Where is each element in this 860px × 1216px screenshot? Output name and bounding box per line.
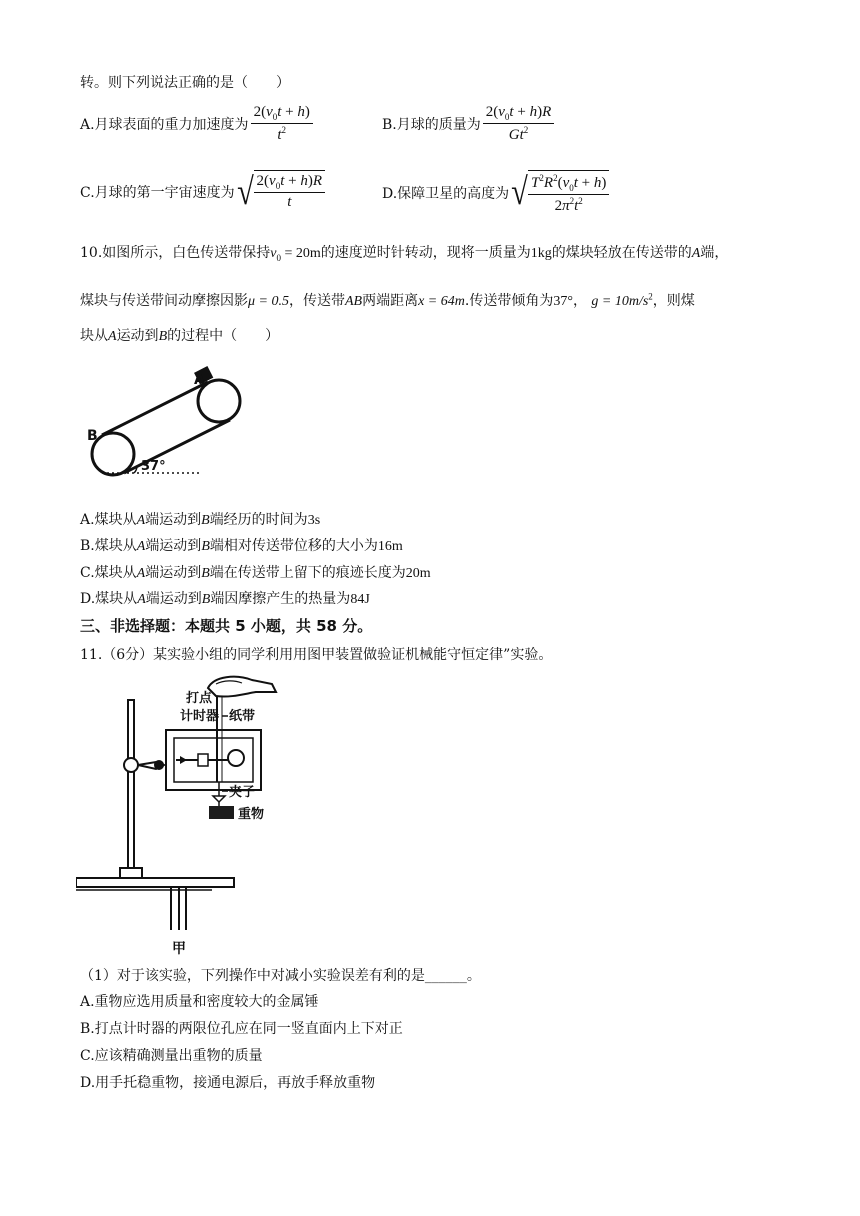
- q10-text: 10.如图所示，白色传送带保持: [80, 245, 271, 261]
- label-timer-line2: 计时器: [180, 709, 220, 724]
- q10-mu-value: μ = 0.5: [248, 294, 289, 309]
- q11-sub-question-1: （1）对于该实验，下列操作中对减小实验误差有利的是______。: [80, 968, 481, 984]
- q10-option-c: [80, 562, 431, 582]
- point-b: B: [201, 566, 210, 581]
- figure-caption: 甲: [172, 941, 186, 957]
- q10-v-subscript: 0: [276, 252, 281, 263]
- q10-distance-value: x = 64m: [418, 294, 465, 309]
- q10-conveyor-figure: [82, 360, 252, 485]
- q10-line-1: [80, 242, 728, 263]
- stand-base: [120, 868, 142, 878]
- q10-fig-label-b: B: [87, 428, 98, 444]
- clip: [213, 796, 225, 802]
- q10-fig-label-a: A: [194, 372, 205, 388]
- table-top: [76, 878, 234, 887]
- q11-option-c: C.应该精确测量出重物的质量: [80, 1048, 263, 1064]
- stand-pole: [128, 700, 134, 870]
- label-weight: 重物: [238, 807, 265, 822]
- q10-speed-value: = 20m: [280, 246, 321, 261]
- q9-option-d: [382, 170, 609, 215]
- q10-point-b: B: [158, 329, 168, 344]
- q9-stem-tail: 转。则下列说法正确的是（ ）: [80, 75, 290, 91]
- option-text: 端因摩擦产生的热量为: [210, 591, 351, 607]
- weight-block: [209, 806, 234, 819]
- q11-apparatus-figure: [76, 670, 306, 960]
- label-clip: 夹子: [229, 785, 256, 800]
- q10-text: 块从: [80, 328, 108, 344]
- q10-text: 的过程中（ ）: [167, 328, 280, 344]
- q10-option-a: [80, 509, 320, 529]
- q9-option-a-label: A.月球表面的重力加速度为: [80, 117, 249, 133]
- q11-option-d: D.用手托稳重物，接通电源后，再放手释放重物: [80, 1075, 376, 1091]
- option-text: D.煤块从: [80, 591, 138, 607]
- q10-belt-ab: AB: [344, 294, 363, 309]
- q11-option-a: A.重物应选用质量和密度较大的金属锤: [80, 994, 319, 1010]
- q10-text: 煤块与传送带间动摩擦因影: [80, 293, 248, 309]
- option-text: B.煤块从: [80, 538, 137, 554]
- point-a: A: [136, 513, 146, 528]
- q9-option-a-formula: $\frac{2(v_0t + h)}{t^2}$: [251, 104, 313, 144]
- point-b: B: [201, 592, 211, 607]
- option-text: 端运动到: [145, 565, 202, 581]
- option-text: 端在传送带上留下的痕迹长度为: [209, 565, 406, 581]
- q10-option-b: [80, 535, 403, 555]
- point-a: A: [137, 592, 146, 607]
- q10-g-value: g = 10m/s: [591, 294, 649, 309]
- q9-option-b-label: B.月球的质量为: [382, 117, 481, 133]
- q9-option-c-formula: √ $\frac{2(v_0t + h)R}{t}$: [235, 170, 325, 214]
- option-text: A.煤块从: [80, 512, 137, 528]
- q10-line-2: 煤块与传送带间动摩擦因影μ = 0.5，传送带AB两端距离x = 64m.传送带倾角为37°， $g = 10m/s^2$，则煤: [80, 291, 695, 309]
- q10-text: ，传送带: [288, 293, 345, 309]
- q11-stem: 11.（6分）某实验小组的同学利用用图甲装置做验证机械能守恒定律”实验。: [80, 647, 553, 663]
- q9-option-b: [382, 104, 556, 144]
- section-heading: 三、非选择题：本题共 5 小题，共 58 分。: [80, 617, 373, 635]
- option-text: 端运动到: [145, 512, 202, 528]
- option-value: 84J: [350, 592, 370, 607]
- q10-text: 端，: [700, 245, 729, 261]
- q9-option-d-formula: √ $\frac{T^2R^2(v_0t + h)}{2\pi^2t^2}$: [509, 170, 609, 215]
- option-text: 端经历的时间为: [209, 512, 308, 528]
- q9-option-d-label: D.保障卫星的高度为: [382, 185, 510, 202]
- q10-mass-value: 1kg: [530, 246, 552, 261]
- q10-text: 运动到: [116, 328, 159, 344]
- q10-point-a: A: [108, 329, 117, 344]
- q10-belt-bottom: [124, 420, 230, 473]
- q11-option-b: B.打点计时器的两限位孔应在同一竖直面内上下对正: [80, 1021, 403, 1037]
- q9-option-c-label: C.月球的第一宇宙速度为: [80, 185, 235, 201]
- q10-angle-value: 37°: [553, 294, 573, 309]
- q10-fig-angle: 37°: [141, 459, 166, 474]
- q10-belt-top: [102, 382, 208, 435]
- q10-text: 的煤块轻放在传送带的: [551, 245, 692, 261]
- option-value: 3s: [307, 513, 321, 528]
- option-value: 20m: [405, 566, 431, 581]
- q10-point-a: A: [691, 246, 701, 261]
- q10-text: 两端距离: [362, 293, 419, 309]
- q10-text: .传送带倾角为: [464, 293, 554, 309]
- q9-option-a: [80, 104, 315, 144]
- option-text: 端相对传送带位移的大小为: [209, 538, 378, 554]
- q9-option-c: [80, 170, 325, 214]
- point-a: A: [136, 539, 146, 554]
- q10-v-symbol: v: [270, 246, 277, 261]
- point-b: B: [201, 539, 210, 554]
- q10-text: ，则煤: [652, 293, 695, 309]
- point-a: A: [136, 566, 146, 581]
- option-text: 端运动到: [145, 591, 202, 607]
- q10-text: 的速度逆时针转动，现将一质量为: [320, 245, 531, 261]
- timer-bell: [228, 750, 244, 766]
- q9-option-b-formula: $\frac{2(v_0t + h)R}{Gt^2}$: [483, 104, 554, 144]
- q10-lower-roller: [92, 433, 134, 475]
- stand-clamp: [124, 758, 138, 772]
- option-text: 端运动到: [145, 538, 202, 554]
- option-text: C.煤块从: [80, 565, 137, 581]
- label-timer-line1: 打点: [186, 691, 213, 706]
- point-b: B: [201, 513, 210, 528]
- label-paper-tape: 纸带: [229, 709, 256, 724]
- hand: [208, 677, 276, 697]
- option-value: 16m: [377, 539, 403, 554]
- q10-option-d: [80, 588, 370, 608]
- q10-line-3: [80, 325, 279, 345]
